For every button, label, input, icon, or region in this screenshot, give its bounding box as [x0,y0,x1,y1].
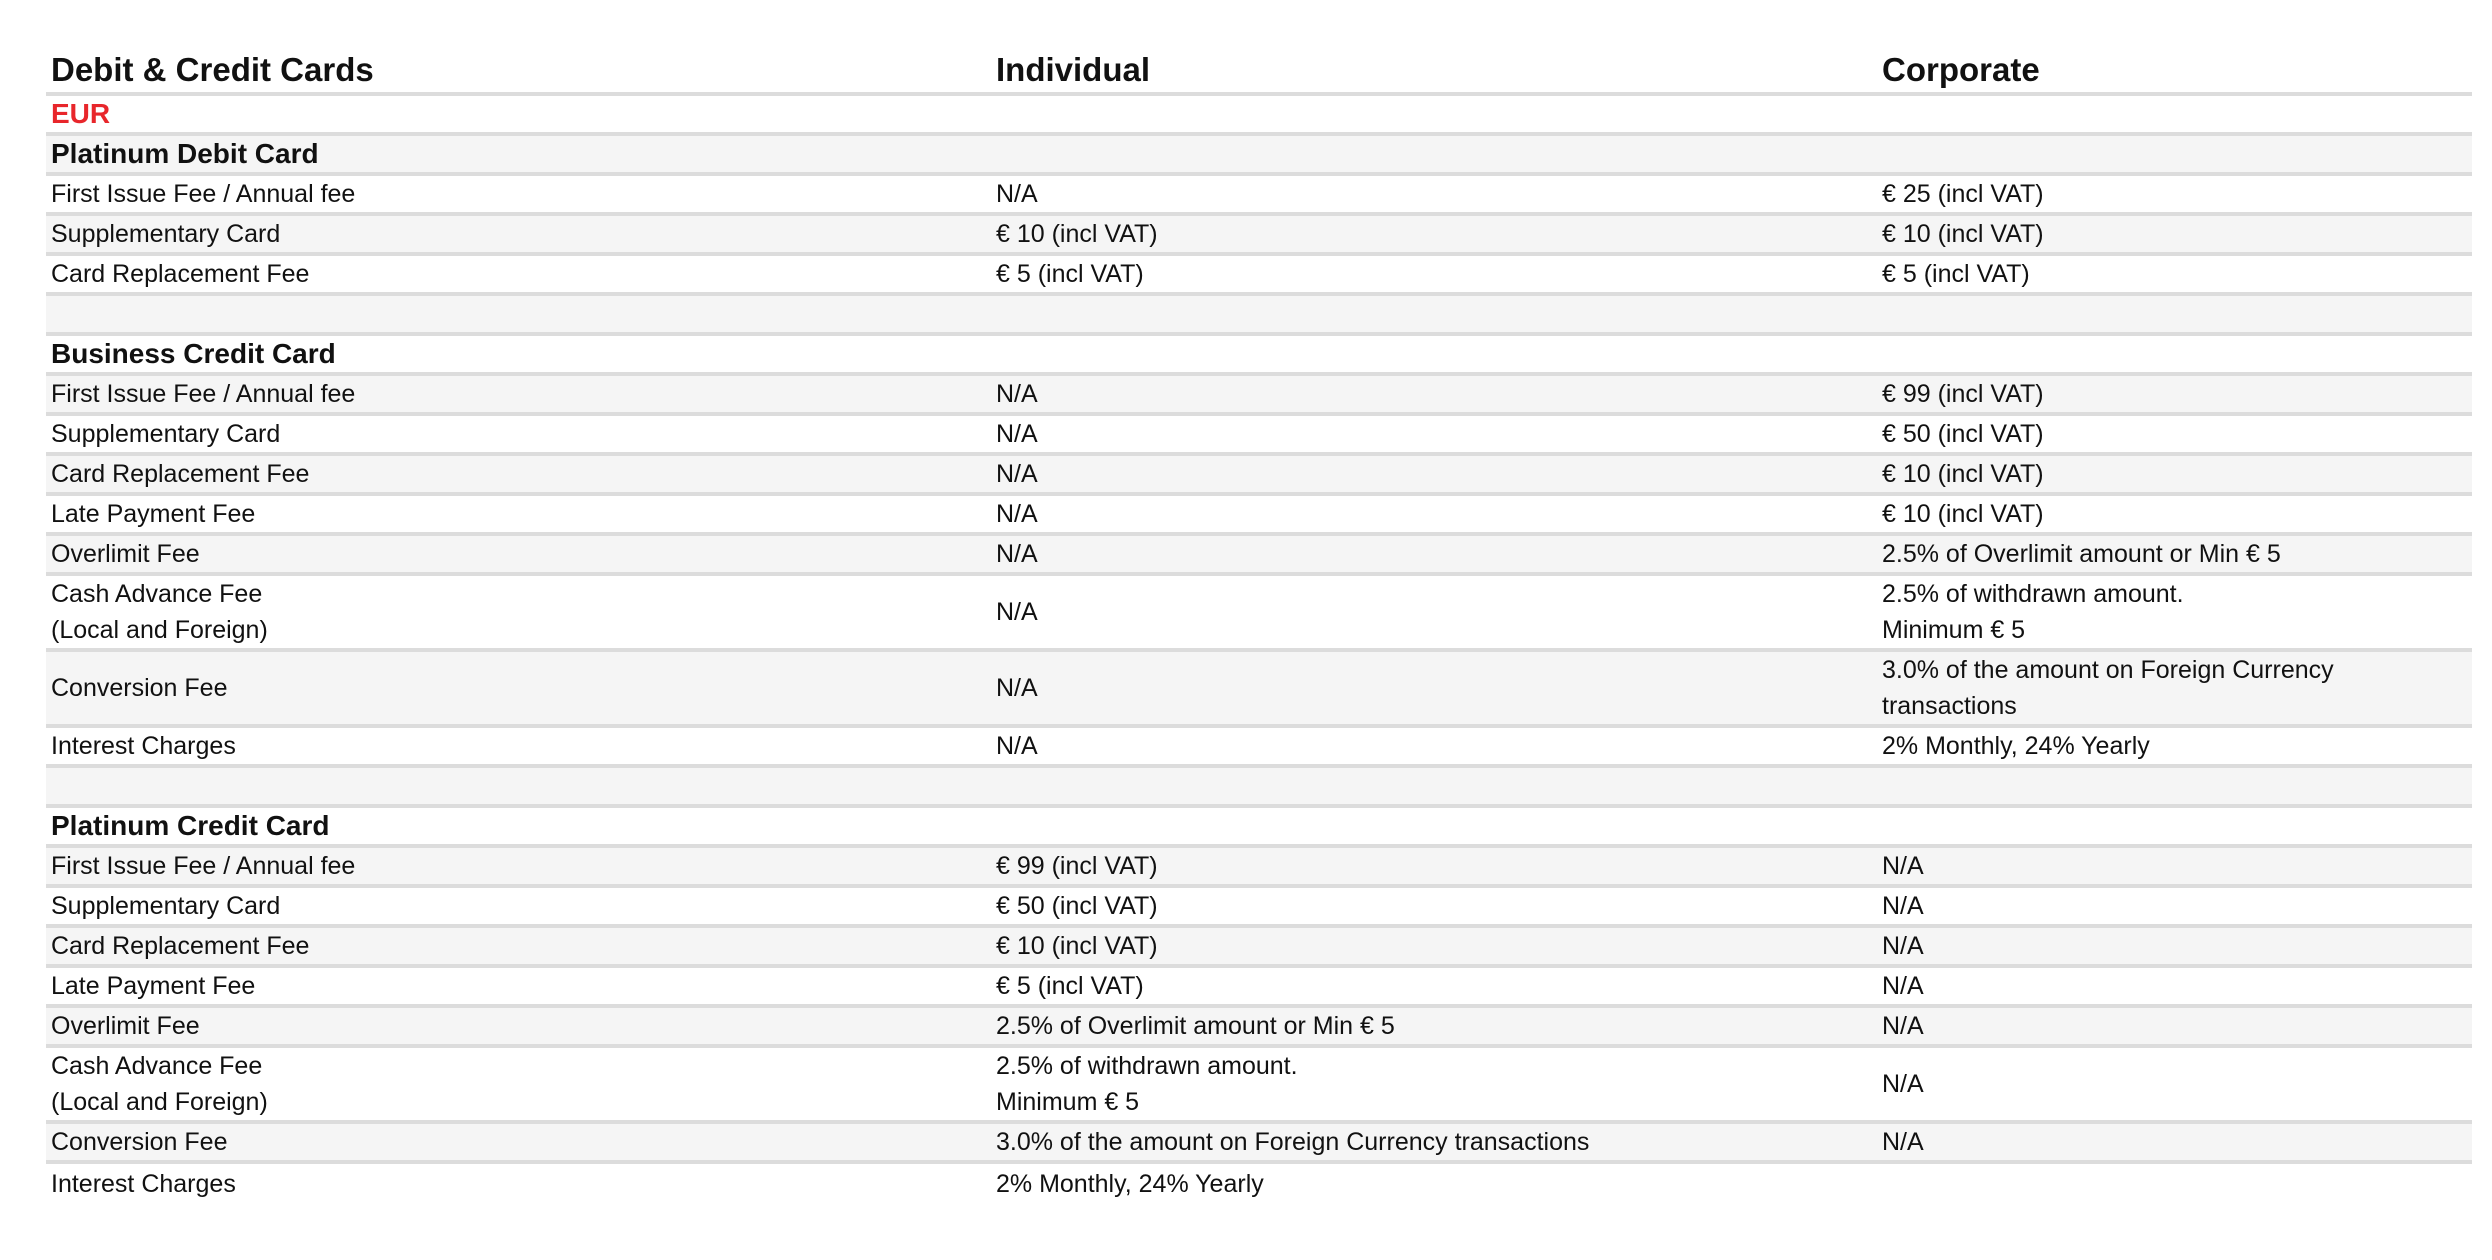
section-title: Platinum Credit Card [51,810,330,841]
individual-value: N/A [996,420,1038,448]
corporate-value: N/A [1882,852,1924,880]
individual-value: N/A [996,540,1038,568]
corporate-value: N/A [1882,892,1924,920]
fee-label: Conversion Fee [51,674,228,702]
section-title: Business Credit Card [51,338,336,369]
fee-label: Late Payment Fee [51,972,256,1000]
table-row [46,176,2472,216]
individual-value: N/A [996,180,1038,208]
table-row [46,1164,2472,1204]
corporate-value: € 5 (incl VAT) [1882,260,2030,288]
table-row [46,928,2472,968]
corporate-value: € 10 (incl VAT) [1882,500,2044,528]
header-corporate: Corporate [1882,51,2040,88]
table-row [46,536,2472,576]
table-row [46,652,2472,728]
table-row [46,1048,2472,1124]
table-row [46,456,2472,496]
corporate-value: € 99 (incl VAT) [1882,380,2044,408]
fee-label: First Issue Fee / Annual fee [51,380,356,408]
spacer-row [46,768,2472,808]
table-row [46,256,2472,296]
table-row [46,968,2472,1008]
corporate-value: 2.5% of Overlimit amount or Min € 5 [1882,540,2281,568]
fee-label: Interest Charges [51,732,236,760]
fee-label: Card Replacement Fee [51,260,310,288]
header-individual: Individual [996,51,1151,88]
corporate-value: € 10 (incl VAT) [1882,460,2044,488]
individual-value: 2.5% of Overlimit amount or Min € 5 [996,1012,1395,1040]
corporate-value: € 50 (incl VAT) [1882,420,2044,448]
fee-label: Card Replacement Fee [51,932,310,960]
individual-value: 2% Monthly, 24% Yearly [996,1170,1264,1198]
corporate-value: € 25 (incl VAT) [1882,180,2044,208]
section-title-row [46,808,2472,848]
individual-value: € 50 (incl VAT) [996,892,1158,920]
fee-label: Card Replacement Fee [51,460,310,488]
table-row [46,216,2472,256]
fee-label: Overlimit Fee [51,1012,200,1040]
corporate-value: N/A [1882,1012,1924,1040]
fee-label: Cash Advance Fee (Local and Foreign) [51,1052,268,1116]
fee-label: Conversion Fee [51,1128,228,1156]
table-row [46,1008,2472,1048]
table-row [46,416,2472,456]
corporate-value: N/A [1882,1128,1924,1156]
individual-value: € 5 (incl VAT) [996,260,1144,288]
table-row [46,576,2472,652]
header-cards: Debit & Credit Cards [51,51,374,88]
individual-value: 2.5% of withdrawn amount. Minimum € 5 [996,1052,1298,1116]
fee-label: Overlimit Fee [51,540,200,568]
section-title-row [46,136,2472,176]
spacer-row [46,296,2472,336]
individual-value: N/A [996,380,1038,408]
corporate-value: N/A [1882,1070,1924,1098]
currency-row [46,96,2472,136]
individual-value: € 99 (incl VAT) [996,852,1158,880]
table-row [46,496,2472,536]
corporate-value: 3.0% of the amount on Foreign Currency transactions [1882,656,2334,720]
fee-label: Supplementary Card [51,420,281,448]
individual-value: N/A [996,598,1038,626]
table-header [46,48,2472,96]
fee-label: Supplementary Card [51,892,281,920]
table-row [46,1124,2472,1164]
corporate-value: N/A [1882,932,1924,960]
individual-value: N/A [996,460,1038,488]
fee-table [46,48,2472,1204]
fee-label: Late Payment Fee [51,500,256,528]
fee-label: Cash Advance Fee (Local and Foreign) [51,580,268,644]
section-title: Platinum Debit Card [51,138,319,169]
fee-label: Supplementary Card [51,220,281,248]
table-row [46,888,2472,928]
corporate-value: 2.5% of withdrawn amount. Minimum € 5 [1882,580,2184,644]
individual-value: € 10 (incl VAT) [996,932,1158,960]
individual-value: € 10 (incl VAT) [996,220,1158,248]
corporate-value: € 10 (incl VAT) [1882,220,2044,248]
corporate-value: N/A [1882,972,1924,1000]
individual-value: N/A [996,500,1038,528]
currency-label: EUR [51,98,111,129]
table-row [46,848,2472,888]
corporate-value: 2% Monthly, 24% Yearly [1882,732,2150,760]
individual-value: N/A [996,674,1038,702]
fee-label: Interest Charges [51,1170,236,1198]
individual-value: N/A [996,732,1038,760]
individual-value: € 5 (incl VAT) [996,972,1144,1000]
fee-label: First Issue Fee / Annual fee [51,852,356,880]
individual-value: 3.0% of the amount on Foreign Currency transactions [996,1128,1590,1156]
section-title-row [46,336,2472,376]
table-row [46,728,2472,768]
corporate-value [1877,1164,2472,1204]
table-row [46,376,2472,416]
fee-label: First Issue Fee / Annual fee [51,180,356,208]
